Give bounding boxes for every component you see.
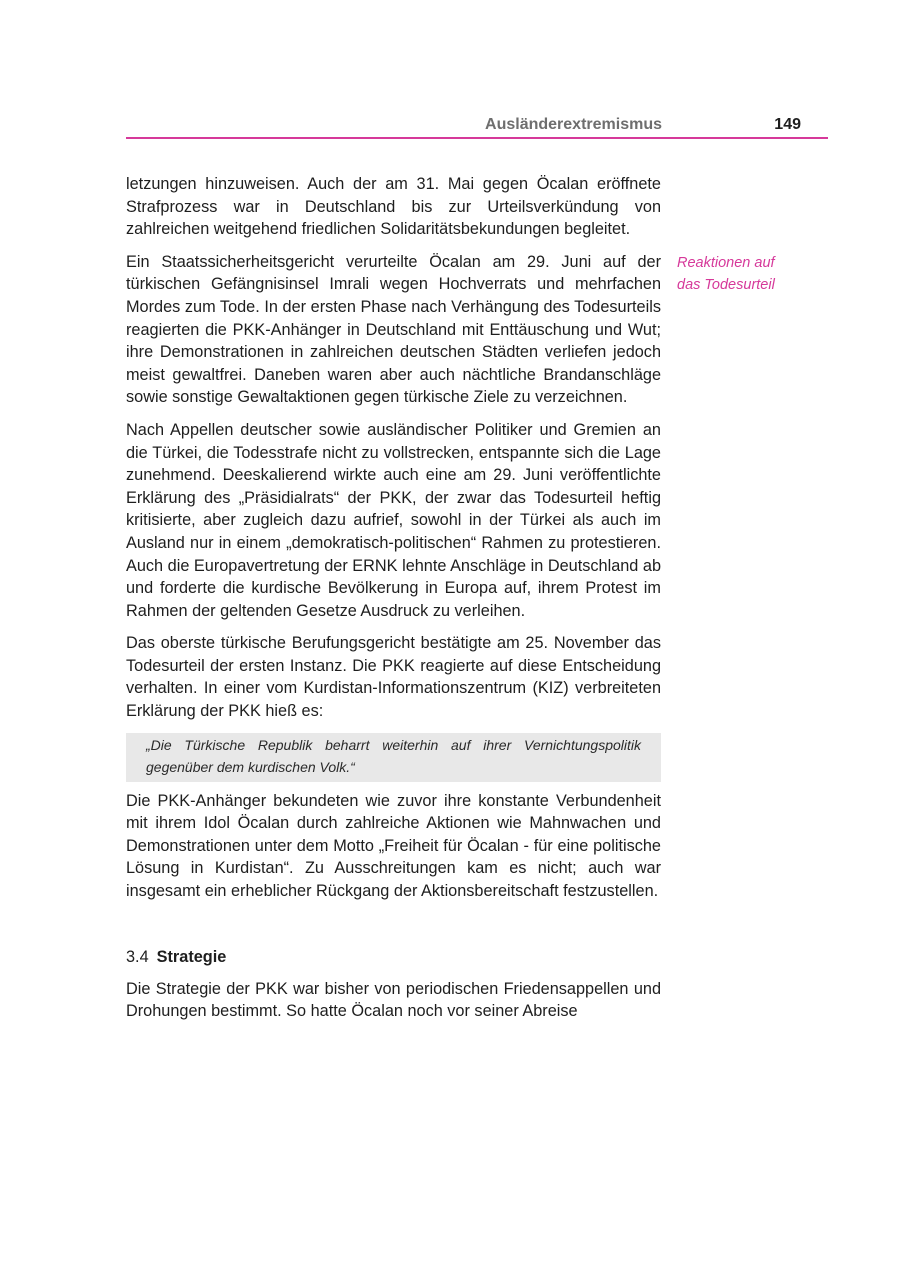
paragraph: Nach Appellen deutscher sowie ausländischer Politiker und Gremien an die Türkei, die Todesstrafe nicht zu vollstrecken, entspannte sich die Lage zunehmend. Deeskalierend wirkte auch eine am 29. Juni veröffentlichte Erklärung des „Präsidialrats“ der PKK, der zwar das Todesurteil heftig kritisierte, aber zugleich dazu aufrief, sowohl in der Türkei als auch im Ausland nur in einem „demokratisch-politischen“ Rahmen zu protestieren. Auch die Europavertretung der ERNK lehnte Anschläge in Deutschland ab und forderte die kurdische Bevölkerung in Europa auf, ihrem Protest im Rahmen der geltenden Gesetze Ausdruck zu verleihen. [126,420,661,620]
section-title: Strategie [156,947,227,966]
section-heading [126,945,661,969]
margin-note [677,252,817,296]
paragraph: Die PKK-Anhänger bekundeten wie zuvor ihre konstante Verbundenheit mit ihrem Idol Öcalan durch zahlreiche Aktionen wie Mahnwachen und Demonstrationen unter dem Motto „Freiheit für Öcalan - für eine politische Lösung in Kurdistan“. Zu Ausschreitungen kam es nicht; auch war insgesamt ein erheblicher Rückgang der Aktionsbereitschaft festzustellen. [126,791,661,901]
margin-note-line: Reaktionen auf [677,255,775,271]
section-number: 3.4 [126,947,149,966]
block-quote: „Die Türkische Republik beharrt weiterhin auf ihrer Vernichtungspolitik gegenüber dem kurdischen Volk.“ [126,733,661,782]
header-title: Ausländerextremismus [485,116,662,133]
margin-note-line: das Todesurteil [677,277,775,293]
paragraph: Die Strategie der PKK war bisher von periodischen Friedensappellen und Drohungen bestimmt. So hatte Öcalan noch vor seiner Abreise [126,979,661,1021]
paragraph: letzungen hinzuweisen. Auch der am 31. Mai gegen Öcalan eröffnete Strafprozess war in Deutschland bis zur Urteilsverkündung von zahlreichen weitgehend friedlichen Solidaritätsbekundungen begleitet. [126,175,661,239]
body-text [126,173,661,1033]
header-rule [126,137,828,139]
paragraph: Das oberste türkische Berufungsgericht bestätigte am 25. November das Todesurteil der ersten Instanz. Die PKK reagierte auf diese Entscheidung verhalten. In einer vom Kurdistan-Informationszentrum (KIZ) verbreiteten Erklärung der PKK hieß es: [126,634,661,721]
page-number: 149 [774,116,801,133]
paragraph: Ein Staatssicherheitsgericht verurteilte Öcalan am 29. Juni auf der türkischen Gefängnisinsel Imrali wegen Hochverrats und mehrfachen Mordes zum Tode. In der ersten Phase nach Verhängung des Todesurteils reagierten die PKK-Anhänger in Deutschland mit Enttäuschung und Wut; ihre Demonstrationen in zahlreichen deutschen Städten verliefen jedoch meist gewaltfrei. Daneben waren aber auch nächtliche Brandanschläge sowie sonstige Gewaltaktionen gegen türkische Ziele zu verzeichnen. [126,252,661,407]
